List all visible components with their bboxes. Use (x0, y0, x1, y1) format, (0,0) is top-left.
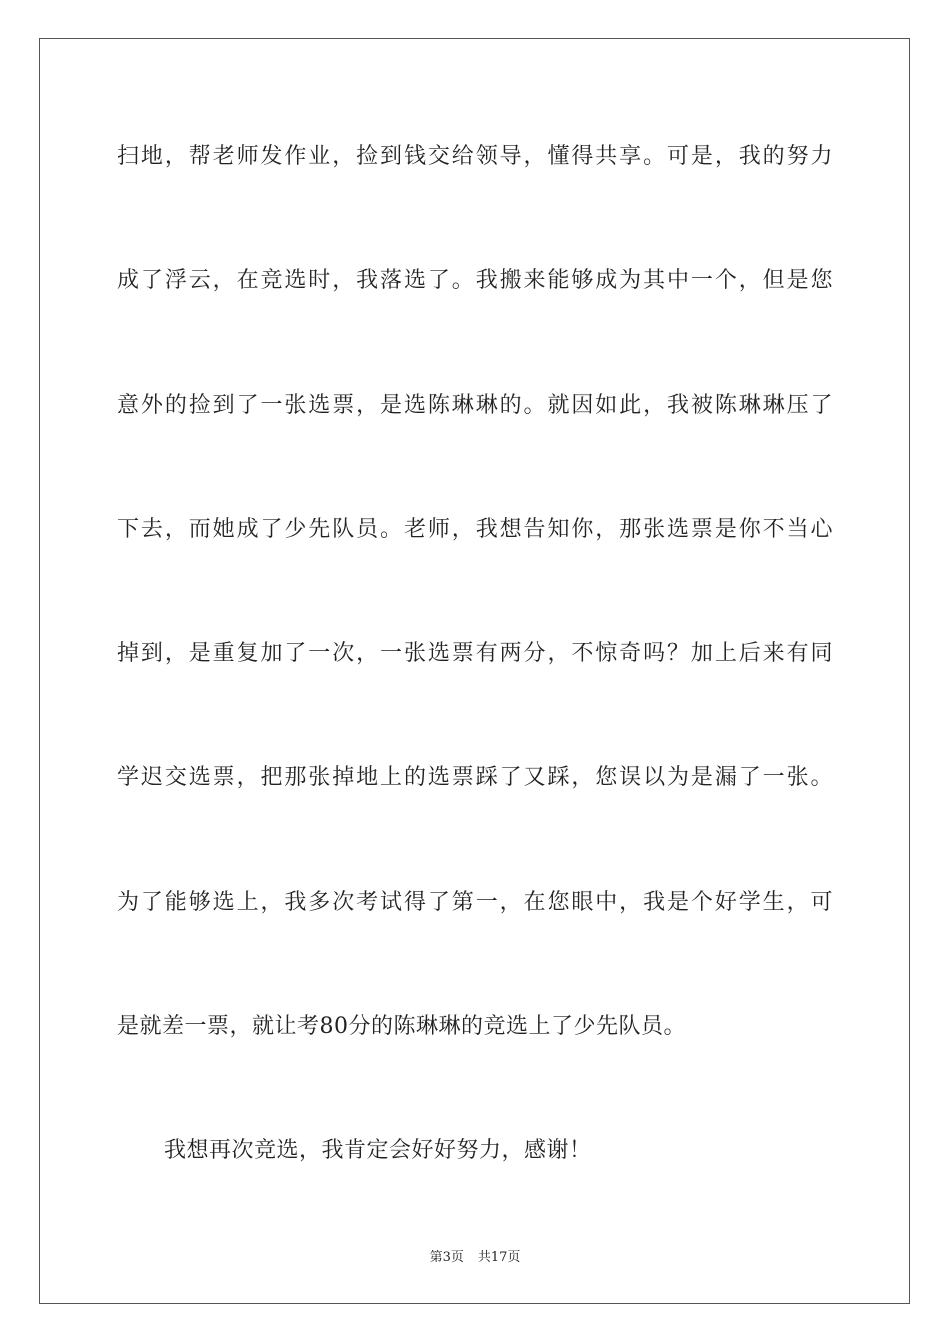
paragraph-line-5: 掉到，是重复加了一次，一张选票有两分，不惊奇吗？加上后来有同 (117, 641, 833, 667)
closing-paragraph: 我想再次竞选，我肯定会好好努力，感谢！ (164, 1138, 592, 1164)
paragraph-line-2: 成了浮云，在竞选时，我落选了。我搬来能够成为其中一个，但是您 (117, 268, 833, 294)
paragraph-line-3: 意外的捡到了一张选票，是选陈琳琳的。就因如此，我被陈琳琳压了 (117, 392, 833, 418)
paragraph-line-7: 为了能够选上，我多次考试得了第一，在您眼中，我是个好学生，可 (117, 889, 833, 915)
document-body (117, 126, 833, 1245)
page-number: 第3页 (429, 1250, 464, 1265)
paragraph-line-8: 是就差一票，就让考80分的陈琳琳的竞选上了少先队员。 (117, 1014, 686, 1040)
paragraph-line-4: 下去，而她成了少先队员。老师，我想告知你，那张选票是你不当心 (117, 516, 833, 542)
paragraph-line-6: 学迟交选票，把那张掉地上的选票踩了又踩，您误以为是漏了一张。 (117, 765, 833, 791)
page-total: 共17页 (477, 1250, 521, 1265)
page-footer (0, 1246, 950, 1265)
paragraph-line-1: 扫地，帮老师发作业，捡到钱交给领导，懂得共享。可是，我的努力 (117, 144, 833, 169)
